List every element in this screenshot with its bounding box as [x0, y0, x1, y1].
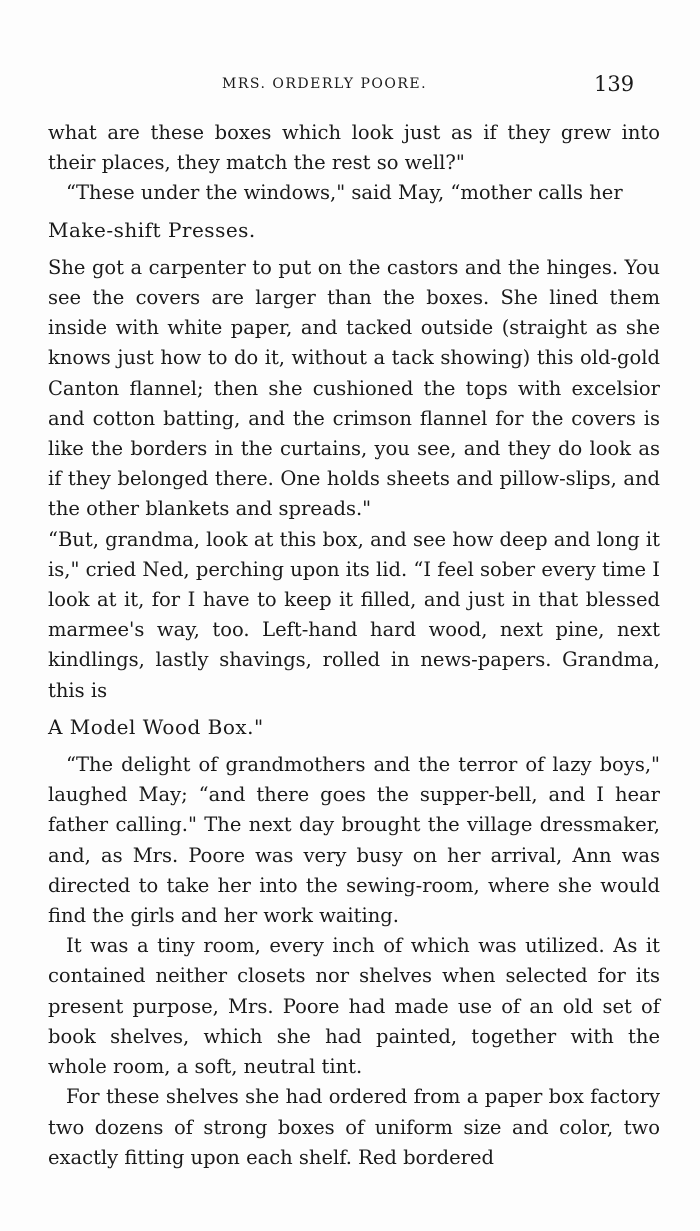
running-title: MRS. ORDERLY POORE. [222, 76, 428, 92]
paragraph: For these shelves she had ordered from a paper box factory two dozens of strong boxes of uniform size and color, two exactly fitting upon each shelf. Red bordered [48, 1085, 660, 1169]
paragraph: “These under the windows," said May, “mother calls her [66, 181, 623, 205]
paragraph: “The delight of grandmothers and the terror of lazy boys," laughed May; “and there goes the supper-bell, and I hear father calling." The next day brought the village dressmaker, and, as Mrs. Poore was very busy on her arrival, Ann was directed to take her into the sewing-room, where she would find the girls and her work waiting. [48, 753, 660, 928]
paragraph: “But, grandma, look at this box, and see how deep and long it is," cried Ned, perching upon its lid. “I feel sober every time I look at it, for I have to keep it filled, and just in that blessed marmee's way, too. Left-hand hard wood, next pine, next kindlings, lastly shavings, rolled in news-papers. Grandma, this is [48, 527, 660, 702]
page-number: 139 [594, 72, 635, 96]
paragraph: what are these boxes which look just as if they grew into their places, they match the rest so well?" [48, 121, 660, 175]
paragraph: She got a carpenter to put on the castors and the hinges. You see the covers are larger than the boxes. She lined them inside with white paper, and tacked outside (straight as she knows just how to do it, without a tack showing) this old-gold Canton flannel; then she cushioned the tops with excelsior and cotton batting, and the crimson flannel for the covers is like the borders in the curtains, you see, and they do look as if they belonged there. One holds sheets and pillow-slips, and the other blankets and spreads." [48, 255, 660, 521]
section-heading: A Model Wood Box." [48, 714, 264, 739]
paragraph: It was a tiny room, every inch of which was utilized. As it contained neither closets nor shelves when selected for its present purpose, Mrs. Poore had made use of an old set of book shelves, which she had painted, together with the whole room, a soft, neutral tint. [48, 934, 660, 1079]
section-heading: Make-shift Presses. [48, 217, 256, 242]
page-body [48, 118, 660, 1173]
